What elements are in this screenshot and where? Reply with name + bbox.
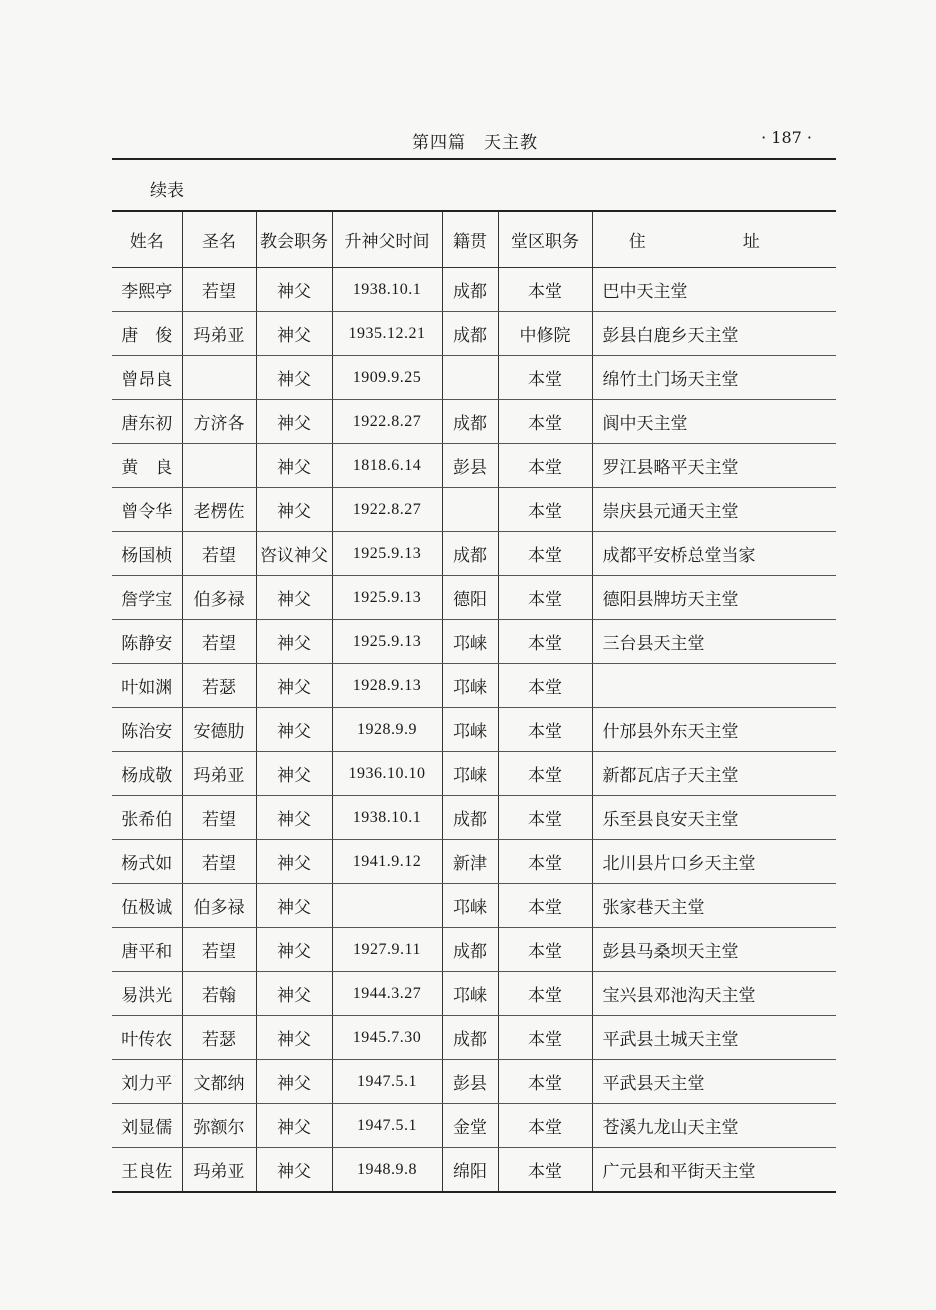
table-row — [112, 620, 836, 664]
table-body — [112, 268, 836, 1193]
cell-name: 刘显儒 — [112, 1104, 182, 1148]
cell-native-place: 邛崃 — [442, 884, 498, 928]
clergy-table — [112, 210, 836, 1193]
cell-saint-name: 玛弟亚 — [182, 1148, 256, 1193]
table-row — [112, 708, 836, 752]
cell-saint-name: 若翰 — [182, 972, 256, 1016]
cell-ordination-date: 1935.12.21 — [332, 312, 442, 356]
cell-address: 绵竹土门场天主堂 — [592, 356, 836, 400]
cell-parish-role: 本堂 — [498, 1060, 592, 1104]
cell-ordination-date: 1922.8.27 — [332, 488, 442, 532]
cell-saint-name: 若望 — [182, 840, 256, 884]
cell-native-place: 邛崃 — [442, 972, 498, 1016]
cell-church-role: 神父 — [256, 972, 332, 1016]
cell-parish-role: 本堂 — [498, 488, 592, 532]
cell-address: 广元县和平街天主堂 — [592, 1148, 836, 1193]
cell-ordination-date: 1948.9.8 — [332, 1148, 442, 1193]
table-row — [112, 576, 836, 620]
cell-ordination-date: 1944.3.27 — [332, 972, 442, 1016]
cell-address: 宝兴县邓池沟天主堂 — [592, 972, 836, 1016]
cell-native-place: 德阳 — [442, 576, 498, 620]
cell-saint-name: 伯多禄 — [182, 884, 256, 928]
cell-parish-role: 本堂 — [498, 356, 592, 400]
cell-name: 伍极诚 — [112, 884, 182, 928]
cell-parish-role: 本堂 — [498, 1148, 592, 1193]
cell-name: 杨式如 — [112, 840, 182, 884]
column-header-name: 姓名 — [112, 211, 182, 268]
cell-name: 杨国桢 — [112, 532, 182, 576]
cell-ordination-date — [332, 884, 442, 928]
cell-parish-role: 本堂 — [498, 1104, 592, 1148]
table-row — [112, 972, 836, 1016]
cell-name: 曾昂良 — [112, 356, 182, 400]
table-row — [112, 796, 836, 840]
cell-ordination-date: 1818.6.14 — [332, 444, 442, 488]
cell-address: 成都平安桥总堂当家 — [592, 532, 836, 576]
cell-church-role: 神父 — [256, 1148, 332, 1193]
cell-church-role: 咨议神父 — [256, 532, 332, 576]
cell-parish-role: 中修院 — [498, 312, 592, 356]
cell-saint-name: 若望 — [182, 928, 256, 972]
cell-address: 彭县马桑坝天主堂 — [592, 928, 836, 972]
cell-saint-name — [182, 444, 256, 488]
cell-address: 张家巷天主堂 — [592, 884, 836, 928]
cell-address: 北川县片口乡天主堂 — [592, 840, 836, 884]
cell-native-place: 成都 — [442, 312, 498, 356]
cell-native-place: 彭县 — [442, 1060, 498, 1104]
table-row — [112, 1060, 836, 1104]
cell-saint-name: 文都纳 — [182, 1060, 256, 1104]
table-row — [112, 664, 836, 708]
cell-address: 新都瓦店子天主堂 — [592, 752, 836, 796]
cell-native-place: 成都 — [442, 928, 498, 972]
cell-address: 平武县天主堂 — [592, 1060, 836, 1104]
cell-church-role: 神父 — [256, 620, 332, 664]
cell-address: 罗江县略平天主堂 — [592, 444, 836, 488]
cell-name: 唐平和 — [112, 928, 182, 972]
cell-parish-role: 本堂 — [498, 840, 592, 884]
cell-church-role: 神父 — [256, 928, 332, 972]
table-row — [112, 488, 836, 532]
cell-church-role: 神父 — [256, 840, 332, 884]
cell-native-place: 成都 — [442, 400, 498, 444]
cell-native-place: 成都 — [442, 1016, 498, 1060]
cell-address: 巴中天主堂 — [592, 268, 836, 312]
cell-name: 王良佐 — [112, 1148, 182, 1193]
cell-address: 平武县土城天主堂 — [592, 1016, 836, 1060]
cell-parish-role: 本堂 — [498, 400, 592, 444]
cell-address: 苍溪九龙山天主堂 — [592, 1104, 836, 1148]
cell-native-place: 金堂 — [442, 1104, 498, 1148]
cell-native-place — [442, 356, 498, 400]
cell-native-place: 绵阳 — [442, 1148, 498, 1193]
cell-parish-role: 本堂 — [498, 532, 592, 576]
cell-church-role: 神父 — [256, 708, 332, 752]
column-header-saint-name: 圣名 — [182, 211, 256, 268]
cell-saint-name: 伯多禄 — [182, 576, 256, 620]
cell-name: 陈治安 — [112, 708, 182, 752]
cell-name: 刘力平 — [112, 1060, 182, 1104]
cell-name: 詹学宝 — [112, 576, 182, 620]
cell-address: 德阳县牌坊天主堂 — [592, 576, 836, 620]
cell-ordination-date: 1909.9.25 — [332, 356, 442, 400]
table-row — [112, 928, 836, 972]
cell-ordination-date: 1947.5.1 — [332, 1104, 442, 1148]
table-row — [112, 532, 836, 576]
cell-ordination-date: 1928.9.9 — [332, 708, 442, 752]
cell-parish-role: 本堂 — [498, 268, 592, 312]
cell-native-place: 成都 — [442, 268, 498, 312]
table-row — [112, 1104, 836, 1148]
cell-church-role: 神父 — [256, 796, 332, 840]
table-row — [112, 400, 836, 444]
cell-parish-role: 本堂 — [498, 576, 592, 620]
continued-label: 续表 — [150, 181, 184, 201]
cell-church-role: 神父 — [256, 488, 332, 532]
cell-address: 阆中天主堂 — [592, 400, 836, 444]
cell-native-place — [442, 488, 498, 532]
cell-parish-role: 本堂 — [498, 664, 592, 708]
cell-name: 曾令华 — [112, 488, 182, 532]
cell-native-place: 邛崃 — [442, 752, 498, 796]
cell-parish-role: 本堂 — [498, 1016, 592, 1060]
cell-church-role: 神父 — [256, 664, 332, 708]
table-row — [112, 356, 836, 400]
cell-parish-role: 本堂 — [498, 928, 592, 972]
cell-ordination-date: 1941.9.12 — [332, 840, 442, 884]
cell-ordination-date: 1927.9.11 — [332, 928, 442, 972]
cell-parish-role: 本堂 — [498, 620, 592, 664]
cell-saint-name: 弥额尔 — [182, 1104, 256, 1148]
cell-name: 唐 俊 — [112, 312, 182, 356]
cell-ordination-date: 1938.10.1 — [332, 268, 442, 312]
cell-saint-name: 若望 — [182, 268, 256, 312]
cell-ordination-date: 1938.10.1 — [332, 796, 442, 840]
cell-church-role: 神父 — [256, 1104, 332, 1148]
cell-saint-name — [182, 356, 256, 400]
table-row — [112, 312, 836, 356]
cell-parish-role: 本堂 — [498, 972, 592, 1016]
table-row — [112, 884, 836, 928]
table-row — [112, 752, 836, 796]
cell-native-place: 邛崃 — [442, 620, 498, 664]
page-header — [112, 118, 836, 160]
cell-ordination-date: 1925.9.13 — [332, 532, 442, 576]
cell-address: 三台县天主堂 — [592, 620, 836, 664]
cell-church-role: 神父 — [256, 312, 332, 356]
cell-name: 叶如渊 — [112, 664, 182, 708]
column-header-church-role: 教会职务 — [256, 211, 332, 268]
cell-parish-role: 本堂 — [498, 796, 592, 840]
cell-saint-name: 方济各 — [182, 400, 256, 444]
table-row — [112, 268, 836, 312]
table-row — [112, 1148, 836, 1193]
column-header-address: 住 址 — [592, 211, 836, 268]
table-row — [112, 840, 836, 884]
cell-native-place: 邛崃 — [442, 664, 498, 708]
cell-church-role: 神父 — [256, 1016, 332, 1060]
cell-native-place: 成都 — [442, 532, 498, 576]
cell-ordination-date: 1928.9.13 — [332, 664, 442, 708]
cell-name: 叶传农 — [112, 1016, 182, 1060]
cell-native-place: 成都 — [442, 796, 498, 840]
cell-parish-role: 本堂 — [498, 444, 592, 488]
table-row — [112, 1016, 836, 1060]
cell-saint-name: 若望 — [182, 532, 256, 576]
cell-ordination-date: 1922.8.27 — [332, 400, 442, 444]
cell-native-place: 彭县 — [442, 444, 498, 488]
table-header-row — [112, 211, 836, 268]
cell-church-role: 神父 — [256, 444, 332, 488]
column-header-native-place: 籍贯 — [442, 211, 498, 268]
cell-ordination-date: 1925.9.13 — [332, 620, 442, 664]
cell-name: 张希伯 — [112, 796, 182, 840]
cell-ordination-date: 1945.7.30 — [332, 1016, 442, 1060]
cell-saint-name: 玛弟亚 — [182, 312, 256, 356]
cell-church-role: 神父 — [256, 400, 332, 444]
cell-name: 唐东初 — [112, 400, 182, 444]
column-header-ordination-date: 升神父时间 — [332, 211, 442, 268]
cell-saint-name: 玛弟亚 — [182, 752, 256, 796]
cell-saint-name: 若望 — [182, 796, 256, 840]
cell-name: 陈静安 — [112, 620, 182, 664]
column-header-parish-role: 堂区职务 — [498, 211, 592, 268]
cell-church-role: 神父 — [256, 356, 332, 400]
cell-church-role: 神父 — [256, 576, 332, 620]
cell-church-role: 神父 — [256, 752, 332, 796]
cell-ordination-date: 1947.5.1 — [332, 1060, 442, 1104]
cell-church-role: 神父 — [256, 884, 332, 928]
cell-name: 黄 良 — [112, 444, 182, 488]
section-title: 第四篇 天主教 — [412, 133, 538, 153]
cell-name: 李熙亭 — [112, 268, 182, 312]
cell-name: 杨成敬 — [112, 752, 182, 796]
cell-address: 乐至县良安天主堂 — [592, 796, 836, 840]
cell-address: 崇庆县元通天主堂 — [592, 488, 836, 532]
cell-parish-role: 本堂 — [498, 884, 592, 928]
cell-name: 易洪光 — [112, 972, 182, 1016]
page-number: · 187 · — [761, 128, 812, 147]
cell-saint-name: 若瑟 — [182, 664, 256, 708]
cell-ordination-date: 1925.9.13 — [332, 576, 442, 620]
cell-address: 什邡县外东天主堂 — [592, 708, 836, 752]
cell-address — [592, 664, 836, 708]
cell-saint-name: 若望 — [182, 620, 256, 664]
cell-native-place: 邛崃 — [442, 708, 498, 752]
cell-church-role: 神父 — [256, 1060, 332, 1104]
cell-church-role: 神父 — [256, 268, 332, 312]
cell-parish-role: 本堂 — [498, 752, 592, 796]
table-row — [112, 444, 836, 488]
cell-ordination-date: 1936.10.10 — [332, 752, 442, 796]
cell-parish-role: 本堂 — [498, 708, 592, 752]
cell-saint-name: 老楞佐 — [182, 488, 256, 532]
cell-saint-name: 若瑟 — [182, 1016, 256, 1060]
cell-native-place: 新津 — [442, 840, 498, 884]
cell-saint-name: 安德肋 — [182, 708, 256, 752]
cell-address: 彭县白鹿乡天主堂 — [592, 312, 836, 356]
